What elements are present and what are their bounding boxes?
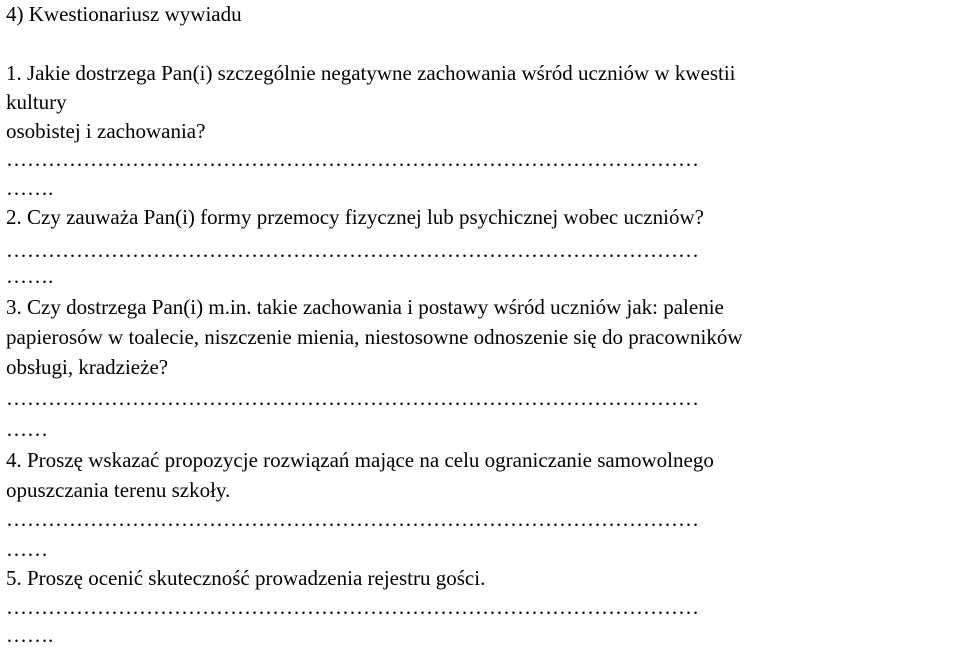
question-1-line-1: 1. Jakie dostrzega Pan(i) szczególnie negatywne zachowania wśród uczniów w kwestii: [6, 61, 736, 85]
question-3-line-1: 3. Czy dostrzega Pan(i) m.in. takie zachowania i postawy wśród uczniów jak: palenie: [6, 295, 724, 319]
answer-4-dotted-line[interactable]: ………………………………………………………………………………………: [6, 507, 699, 531]
question-1-line-3: osobistej i zachowania?: [6, 119, 206, 143]
question-3-line-2: papierosów w toalecie, niszczenie mienia, niestosowne odnoszenie się do pracowników: [6, 325, 743, 349]
answer-3-dotted-line[interactable]: ………………………………………………………………………………………: [6, 386, 699, 410]
question-5-line-1: 5. Proszę ocenić skuteczność prowadzenia rejestru gości.: [6, 566, 486, 590]
question-4-line-1: 4. Proszę wskazać propozycje rozwiązań mające na celu ograniczanie samowolnego: [6, 448, 714, 472]
answer-4-dotted-tail: ……: [6, 537, 48, 561]
answer-2-dotted-tail: …….: [6, 264, 54, 288]
question-1-line-2: kultury: [6, 90, 67, 114]
question-3-line-3: obsługi, kradzieże?: [6, 355, 169, 379]
question-2-line-1: 2. Czy zauważa Pan(i) formy przemocy fizycznej lub psychicznej wobec uczniów?: [6, 205, 704, 229]
answer-2-dotted-line[interactable]: ………………………………………………………………………………………: [6, 238, 699, 262]
answer-1-dotted-line[interactable]: ………………………………………………………………………………………: [6, 147, 699, 171]
answer-5-dotted-tail: …….: [6, 623, 54, 647]
answer-5-dotted-line[interactable]: ………………………………………………………………………………………: [6, 595, 699, 619]
answer-3-dotted-tail: ……: [6, 417, 48, 441]
question-4-line-2: opuszczania terenu szkoły.: [6, 478, 231, 502]
answer-1-dotted-tail: …….: [6, 176, 54, 200]
section-title: 4) Kwestionariusz wywiadu: [6, 2, 242, 26]
